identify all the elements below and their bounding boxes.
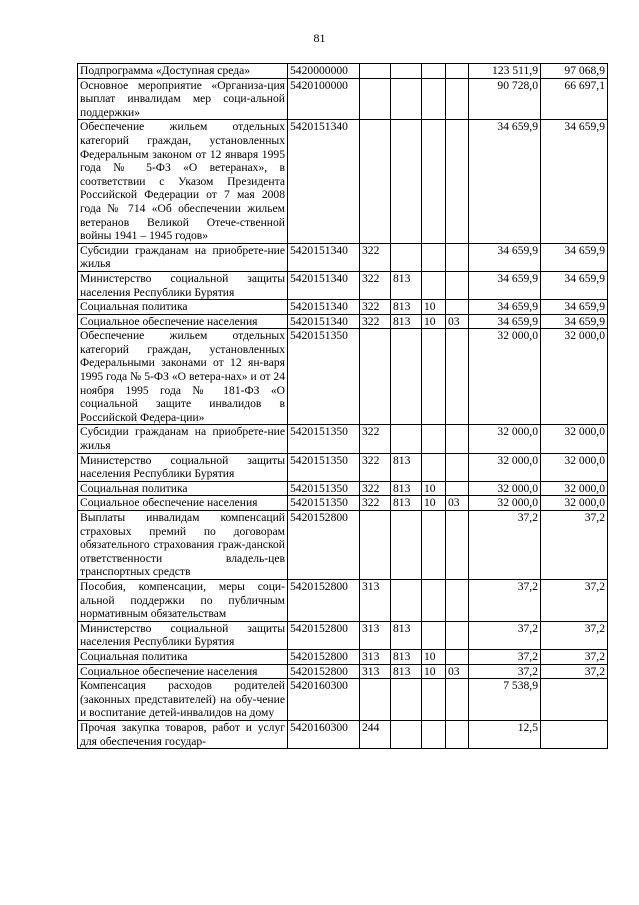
row-pr-cell <box>422 679 446 721</box>
row-name-cell: Социальное обеспечение населения <box>78 314 288 329</box>
row-code-cell: 5420151340 <box>288 120 360 243</box>
row-code-cell: 5420152800 <box>288 621 360 649</box>
row-vr-cell <box>360 78 391 120</box>
row-amount-2-cell: 97 068,9 <box>541 64 608 79</box>
row-cs-cell <box>446 453 469 481</box>
row-amount-1-cell: 34 659,9 <box>469 120 541 243</box>
row-code-cell: 5420151350 <box>288 329 360 425</box>
row-code-cell: 5420151350 <box>288 453 360 481</box>
row-pr-cell <box>422 120 446 243</box>
row-code-cell: 5420151340 <box>288 300 360 315</box>
row-amount-2-cell: 37,2 <box>541 664 608 679</box>
row-amount-1-cell: 37,2 <box>469 579 541 621</box>
row-pr-cell: 10 <box>422 314 446 329</box>
row-amount-1-cell: 34 659,9 <box>469 271 541 299</box>
row-rz-cell <box>391 78 422 120</box>
row-cs-cell: 03 <box>446 664 469 679</box>
table-row <box>78 453 608 481</box>
row-name-cell: Основное мероприятие «Организа-ция выплат инвалидам мер соци-альной поддержки» <box>78 78 288 120</box>
row-name-cell: Обеспечение жильем отдельных категорий граждан, установленных Федеральными законами от 12 ян-варя 1995 года № 5-ФЗ «О ветера-нах» и от 24 ноября 1995 года № 181-ФЗ «О социальной защите инвалидов в Российской Федера-ции» <box>78 329 288 425</box>
row-vr-cell <box>360 679 391 721</box>
row-amount-1-cell: 123 511,9 <box>469 64 541 79</box>
table-row <box>78 425 608 453</box>
row-vr-cell: 313 <box>360 664 391 679</box>
row-vr-cell: 322 <box>360 481 391 496</box>
row-rz-cell <box>391 511 422 580</box>
row-cs-cell <box>446 481 469 496</box>
table-row <box>78 314 608 329</box>
page-number: 81 <box>313 31 326 45</box>
row-pr-cell: 10 <box>422 649 446 664</box>
row-cs-cell <box>446 78 469 120</box>
row-rz-cell <box>391 679 422 721</box>
row-code-cell: 5420151350 <box>288 496 360 511</box>
row-code-cell: 5420152800 <box>288 664 360 679</box>
row-pr-cell: 10 <box>422 481 446 496</box>
table-row <box>78 481 608 496</box>
row-amount-1-cell: 12,5 <box>469 720 541 748</box>
row-cs-cell: 03 <box>446 496 469 511</box>
row-cs-cell <box>446 271 469 299</box>
row-rz-cell <box>391 120 422 243</box>
row-amount-1-cell: 37,2 <box>469 649 541 664</box>
row-code-cell: 5420151350 <box>288 481 360 496</box>
row-vr-cell: 322 <box>360 300 391 315</box>
row-rz-cell: 813 <box>391 453 422 481</box>
row-amount-2-cell: 32 000,0 <box>541 425 608 453</box>
row-name-cell: Социальная политика <box>78 300 288 315</box>
row-vr-cell <box>360 120 391 243</box>
row-amount-1-cell: 34 659,9 <box>469 300 541 315</box>
row-amount-1-cell: 32 000,0 <box>469 496 541 511</box>
row-code-cell: 5420100000 <box>288 78 360 120</box>
row-amount-1-cell: 32 000,0 <box>469 481 541 496</box>
row-amount-2-cell: 34 659,9 <box>541 300 608 315</box>
row-code-cell: 5420152800 <box>288 579 360 621</box>
row-name-cell: Компенсация расходов родителей (законных представителей) на обу-чение и воспитание детей-инвалидов на дому <box>78 679 288 721</box>
table-row <box>78 664 608 679</box>
row-amount-1-cell: 90 728,0 <box>469 78 541 120</box>
row-rz-cell <box>391 720 422 748</box>
row-amount-2-cell: 32 000,0 <box>541 496 608 511</box>
row-name-cell: Пособия, компенсации, меры соци-альной поддержки по публичным нормативным обязательствам <box>78 579 288 621</box>
row-vr-cell: 313 <box>360 579 391 621</box>
row-cs-cell <box>446 720 469 748</box>
row-pr-cell <box>422 329 446 425</box>
row-rz-cell: 813 <box>391 271 422 299</box>
row-cs-cell <box>446 621 469 649</box>
row-pr-cell <box>422 511 446 580</box>
row-rz-cell <box>391 579 422 621</box>
table-row <box>78 64 608 79</box>
row-rz-cell: 813 <box>391 314 422 329</box>
row-name-cell: Социальная политика <box>78 649 288 664</box>
row-amount-2-cell: 34 659,9 <box>541 243 608 271</box>
row-name-cell: Прочая закупка товаров, работ и услуг для обеспечения государ- <box>78 720 288 748</box>
row-cs-cell <box>446 579 469 621</box>
row-pr-cell <box>422 271 446 299</box>
row-cs-cell: 03 <box>446 314 469 329</box>
row-vr-cell <box>360 511 391 580</box>
table-row <box>78 271 608 299</box>
row-code-cell: 5420151340 <box>288 271 360 299</box>
row-rz-cell <box>391 425 422 453</box>
table-body <box>78 64 608 749</box>
table-row <box>78 329 608 425</box>
row-cs-cell <box>446 64 469 79</box>
row-vr-cell: 322 <box>360 425 391 453</box>
row-cs-cell <box>446 649 469 664</box>
table-row <box>78 496 608 511</box>
row-cs-cell <box>446 425 469 453</box>
row-amount-2-cell: 32 000,0 <box>541 481 608 496</box>
row-vr-cell: 322 <box>360 453 391 481</box>
row-amount-2-cell: 32 000,0 <box>541 329 608 425</box>
table-row <box>78 649 608 664</box>
table-row <box>78 720 608 748</box>
row-name-cell: Министерство социальной защиты населения Республики Бурятия <box>78 621 288 649</box>
row-vr-cell <box>360 329 391 425</box>
row-pr-cell <box>422 243 446 271</box>
row-vr-cell <box>360 64 391 79</box>
row-name-cell: Обеспечение жильем отдельных категорий граждан, установленных Федеральным законом от 12 января 1995 года № 5-ФЗ «О ветеранах», в соответствии с Указом Президента Российской Федерации от 7 мая 2008 года № 714 «Об обеспечении жильем ветеранов Великой Отече-ственной войны 1941 – 1945 годов» <box>78 120 288 243</box>
row-name-cell: Социальное обеспечение населения <box>78 496 288 511</box>
row-pr-cell <box>422 425 446 453</box>
row-cs-cell <box>446 511 469 580</box>
row-name-cell: Министерство социальной защиты населения Республики Бурятия <box>78 453 288 481</box>
row-name-cell: Субсидии гражданам на приобрете-ние жилья <box>78 243 288 271</box>
row-rz-cell: 813 <box>391 481 422 496</box>
row-code-cell: 5420151350 <box>288 425 360 453</box>
row-amount-1-cell: 37,2 <box>469 664 541 679</box>
row-code-cell: 5420000000 <box>288 64 360 79</box>
row-amount-2-cell: 34 659,9 <box>541 314 608 329</box>
row-cs-cell <box>446 679 469 721</box>
row-amount-2-cell: 37,2 <box>541 621 608 649</box>
row-amount-1-cell: 34 659,9 <box>469 243 541 271</box>
row-rz-cell <box>391 329 422 425</box>
row-vr-cell: 313 <box>360 649 391 664</box>
row-rz-cell: 813 <box>391 300 422 315</box>
row-name-cell: Выплаты инвалидам компенсаций страховых премий по договорам обязательного страхования граж-данской ответственности владель-цев транспортных средств <box>78 511 288 580</box>
table-row <box>78 511 608 580</box>
row-amount-2-cell: 34 659,9 <box>541 120 608 243</box>
row-amount-2-cell: 37,2 <box>541 579 608 621</box>
row-vr-cell: 322 <box>360 271 391 299</box>
row-rz-cell: 813 <box>391 664 422 679</box>
row-code-cell: 5420160300 <box>288 720 360 748</box>
row-vr-cell: 322 <box>360 496 391 511</box>
table-row <box>78 621 608 649</box>
row-pr-cell <box>422 579 446 621</box>
row-amount-2-cell: 34 659,9 <box>541 271 608 299</box>
row-vr-cell: 322 <box>360 314 391 329</box>
row-pr-cell <box>422 453 446 481</box>
row-vr-cell: 322 <box>360 243 391 271</box>
row-code-cell: 5420160300 <box>288 679 360 721</box>
row-amount-1-cell: 34 659,9 <box>469 314 541 329</box>
table-row <box>78 300 608 315</box>
row-rz-cell <box>391 243 422 271</box>
table-row <box>78 78 608 120</box>
row-vr-cell: 244 <box>360 720 391 748</box>
row-amount-2-cell: 37,2 <box>541 511 608 580</box>
table-row <box>78 120 608 243</box>
row-pr-cell <box>422 621 446 649</box>
table-row <box>78 243 608 271</box>
row-amount-2-cell: 66 697,1 <box>541 78 608 120</box>
row-rz-cell <box>391 64 422 79</box>
row-code-cell: 5420151340 <box>288 314 360 329</box>
row-name-cell: Министерство социальной защиты населения Республики Бурятия <box>78 271 288 299</box>
table-row <box>78 579 608 621</box>
row-cs-cell <box>446 329 469 425</box>
row-amount-2-cell: 32 000,0 <box>541 453 608 481</box>
row-pr-cell <box>422 720 446 748</box>
row-pr-cell <box>422 78 446 120</box>
row-code-cell: 5420152800 <box>288 511 360 580</box>
row-amount-1-cell: 32 000,0 <box>469 329 541 425</box>
budget-table <box>77 63 608 749</box>
row-pr-cell: 10 <box>422 664 446 679</box>
row-vr-cell: 313 <box>360 621 391 649</box>
row-pr-cell: 10 <box>422 300 446 315</box>
row-rz-cell: 813 <box>391 621 422 649</box>
row-amount-2-cell <box>541 720 608 748</box>
row-rz-cell: 813 <box>391 496 422 511</box>
table-row <box>78 679 608 721</box>
row-code-cell: 5420152800 <box>288 649 360 664</box>
row-amount-2-cell <box>541 679 608 721</box>
row-name-cell: Социальная политика <box>78 481 288 496</box>
row-amount-1-cell: 7 538,9 <box>469 679 541 721</box>
row-pr-cell <box>422 64 446 79</box>
row-pr-cell: 10 <box>422 496 446 511</box>
row-rz-cell: 813 <box>391 649 422 664</box>
row-name-cell: Субсидии гражданам на приобрете-ние жилья <box>78 425 288 453</box>
row-amount-1-cell: 37,2 <box>469 621 541 649</box>
row-name-cell: Социальное обеспечение населения <box>78 664 288 679</box>
row-code-cell: 5420151340 <box>288 243 360 271</box>
row-cs-cell <box>446 120 469 243</box>
row-name-cell: Подпрограмма «Доступная среда» <box>78 64 288 79</box>
row-amount-1-cell: 32 000,0 <box>469 453 541 481</box>
row-amount-1-cell: 37,2 <box>469 511 541 580</box>
row-cs-cell <box>446 243 469 271</box>
row-amount-1-cell: 32 000,0 <box>469 425 541 453</box>
row-cs-cell <box>446 300 469 315</box>
row-amount-2-cell: 37,2 <box>541 649 608 664</box>
